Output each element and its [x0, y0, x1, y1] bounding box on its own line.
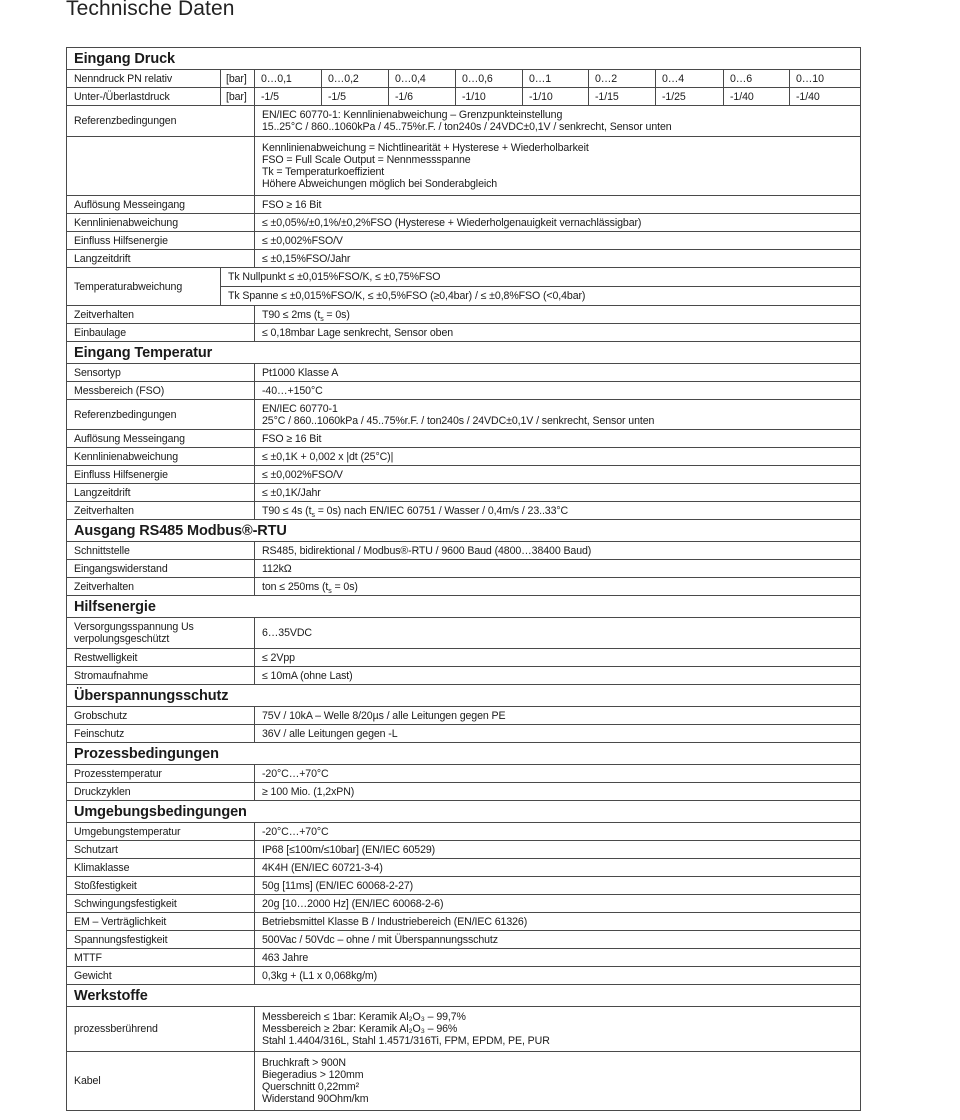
row-value — [255, 877, 861, 895]
range-value-cell: -1/40 — [790, 88, 861, 106]
section-heading: Überspannungsschutz — [67, 685, 861, 707]
spec-row — [67, 502, 861, 520]
row-label — [67, 649, 255, 667]
row-label-text: Gewicht — [74, 969, 112, 982]
range-value-cell: -1/5 — [255, 88, 322, 106]
spec-table — [66, 47, 861, 1111]
value-line: Widerstand 90Ohm/km — [262, 1093, 369, 1105]
row-value — [255, 1007, 861, 1052]
row-value — [255, 364, 861, 382]
row-label-text: Prozesstemperatur — [74, 767, 162, 780]
range-value-cell: -1/5 — [322, 88, 389, 106]
value-line: 463 Jahre — [262, 951, 309, 964]
row-value — [255, 466, 861, 484]
value-line: 75V / 10kA – Welle 8/20µs / alle Leitungen gegen PE — [262, 709, 506, 722]
range-value-cell: 0…6 — [724, 70, 790, 88]
section-header-row — [67, 342, 861, 364]
section-header-row — [67, 985, 861, 1007]
row-label — [67, 667, 255, 685]
spec-row — [67, 841, 861, 859]
value-line: 15..25°C / 860..1060kPa / 45..75%r.F. / ton240s / 24VDC±0,1V / senkrecht, Sensor unten — [262, 121, 672, 133]
spec-row — [67, 196, 861, 214]
value-line: FSO = Full Scale Output = Nennmessspanne — [262, 154, 471, 166]
section-header-row — [67, 743, 861, 765]
row-label-text: Feinschutz — [74, 727, 125, 740]
row-label-text: Klimaklasse — [74, 861, 130, 874]
spec-row — [67, 913, 861, 931]
row-value — [255, 725, 861, 743]
row-label: Temperaturabweichung — [67, 268, 221, 306]
row-label — [67, 502, 255, 520]
value-line: 36V / alle Leitungen gegen -L — [262, 727, 398, 740]
row-label — [67, 106, 255, 137]
spec-row — [67, 306, 861, 324]
row-value — [255, 196, 861, 214]
row-label-text: Zeitverhalten — [74, 308, 134, 321]
value-line: EN/IEC 60770-1: Kennlinienabweichung – Grenzpunkteinstellung — [262, 109, 563, 121]
row-value — [255, 667, 861, 685]
row-value — [255, 578, 861, 596]
range-value-cell: 0…4 — [656, 70, 724, 88]
row-label — [67, 324, 255, 342]
value-line: Biegeradius > 120mm — [262, 1069, 364, 1081]
section-header-row — [67, 685, 861, 707]
value-text: T90 ≤ 4s (t — [262, 504, 312, 517]
value-line: -20°C…+70°C — [262, 825, 329, 838]
value-line: EN/IEC 60770-1 — [262, 402, 338, 415]
row-value — [255, 949, 861, 967]
row-label-text: Grobschutz — [74, 709, 128, 722]
spec-row — [67, 859, 861, 877]
spec-row — [67, 783, 861, 801]
unit-cell: [bar] — [221, 70, 255, 88]
row-label-text: Restwelligkeit — [74, 651, 138, 664]
section-heading: Eingang Temperatur — [67, 342, 861, 364]
value-subscript: s — [311, 511, 315, 519]
row-label-text: Einfluss Hilfsenergie — [74, 234, 168, 247]
row-value — [255, 895, 861, 913]
row-label — [67, 841, 255, 859]
row-label-text: prozessberührend — [74, 1023, 158, 1035]
value-line: 20g [10…2000 Hz] (EN/IEC 60068-2-6) — [262, 897, 444, 910]
row-value — [255, 618, 861, 649]
spec-row — [67, 250, 861, 268]
row-label — [67, 877, 255, 895]
row-value — [255, 382, 861, 400]
value-line: ≤ ±0,1K/Jahr — [262, 486, 321, 499]
value-line: 6…35VDC — [262, 627, 312, 639]
range-value-cell: -1/6 — [389, 88, 456, 106]
row-label — [67, 859, 255, 877]
spec-row — [67, 707, 861, 725]
row-label: Unter-/Überlastdruck — [67, 88, 221, 106]
row-label-text: Eingangswiderstand — [74, 562, 168, 575]
section-header-row — [67, 520, 861, 542]
row-value — [255, 560, 861, 578]
value-line: Höhere Abweichungen möglich bei Sonderabgleich — [262, 178, 498, 190]
row-label — [67, 725, 255, 743]
spec-row — [67, 967, 861, 985]
row-value — [255, 783, 861, 801]
spec-row — [67, 823, 861, 841]
unit-cell: [bar] — [221, 88, 255, 106]
row-label — [67, 400, 255, 430]
row-value — [255, 931, 861, 949]
value-line: 50g [11ms] (EN/IEC 60068-2-27) — [262, 879, 414, 892]
spec-row — [67, 214, 861, 232]
row-label-text: Langzeitdrift — [74, 486, 131, 499]
range-value-cell: -1/10 — [456, 88, 523, 106]
row-label-text: Schnittstelle — [74, 544, 130, 557]
spec-row — [67, 430, 861, 448]
value-text: T90 ≤ 2ms (t — [262, 308, 321, 321]
row-label — [67, 967, 255, 985]
row-value — [255, 232, 861, 250]
row-label — [67, 542, 255, 560]
row-value — [255, 400, 861, 430]
row-label — [67, 250, 255, 268]
value-line: Querschnitt 0,22mm² — [262, 1081, 360, 1093]
spec-row — [67, 542, 861, 560]
range-value-cell: -1/15 — [589, 88, 656, 106]
spec-row — [67, 466, 861, 484]
value-line: 112kΩ — [262, 562, 292, 575]
value-line: 500Vac / 50Vdc – ohne / mit Überspannungsschutz — [262, 933, 498, 946]
value-line: IP68 [≤100m/≤10bar] (EN/IEC 60529) — [262, 843, 436, 856]
value-line: -40…+150°C — [262, 384, 323, 397]
value-line: ≤ 2Vpp — [262, 651, 295, 664]
spec-row — [67, 725, 861, 743]
spec-row — [67, 949, 861, 967]
spec-row — [67, 137, 861, 196]
value-line: ≤ ±0,1K + 0,002 x |dt (25°C)| — [262, 450, 394, 463]
row-label-text: Einfluss Hilfsenergie — [74, 468, 168, 481]
row-label — [67, 560, 255, 578]
row-label: Nenndruck PN relativ — [67, 70, 221, 88]
value-line: ≤ 0,18mbar Lage senkrecht, Sensor oben — [262, 326, 454, 339]
nominal-pressure-row — [67, 70, 861, 88]
row-value — [255, 306, 861, 324]
row-label-text: Stromaufnahme — [74, 669, 149, 682]
spec-row — [67, 578, 861, 596]
value-text: = 0s) nach EN/IEC 60751 / Wasser / 0,4m/s / 23..33°C — [314, 504, 569, 517]
row-value — [255, 1052, 861, 1111]
section-header-row — [67, 48, 861, 70]
row-value — [255, 913, 861, 931]
row-label — [67, 707, 255, 725]
page-title: Technische Daten — [66, 0, 235, 20]
row-label — [67, 823, 255, 841]
row-value — [255, 841, 861, 859]
value-line: Bruchkraft > 900N — [262, 1057, 346, 1069]
value-line: ≤ ±0,002%FSO/V — [262, 468, 343, 481]
row-label — [67, 484, 255, 502]
range-value-cell: 0…0,1 — [255, 70, 322, 88]
range-value-cell: -1/25 — [656, 88, 724, 106]
row-label — [67, 364, 255, 382]
range-value-cell: 0…10 — [790, 70, 861, 88]
spec-row — [67, 364, 861, 382]
row-value — [255, 448, 861, 466]
row-value — [255, 214, 861, 232]
row-value — [255, 502, 861, 520]
spec-row — [67, 895, 861, 913]
row-label-text: Sensortyp — [74, 366, 121, 379]
value-text: ton ≤ 250ms (t — [262, 580, 329, 593]
value-line: ≤ ±0,15%FSO/Jahr — [262, 252, 351, 265]
spec-row — [67, 484, 861, 502]
value-line: Pt1000 Klasse A — [262, 366, 339, 379]
row-label-text: EM – Verträglichkeit — [74, 915, 167, 928]
row-value — [255, 137, 861, 196]
section-heading: Prozessbedingungen — [67, 743, 861, 765]
spec-row — [67, 667, 861, 685]
row-value — [255, 542, 861, 560]
value-line: Stahl 1.4404/316L, Stahl 1.4571/316Ti, FPM, EPDM, PE, PUR — [262, 1035, 550, 1047]
row-label — [67, 306, 255, 324]
row-label-text: MTTF — [74, 951, 102, 964]
row-label — [67, 382, 255, 400]
row-label — [67, 196, 255, 214]
section-header-row — [67, 596, 861, 618]
value-line: Tk = Temperaturkoeffizient — [262, 166, 385, 178]
value-line: ≤ ±0,05%/±0,1%/±0,2%FSO (Hysterese + Wiederholgenauigkeit vernachlässigbar) — [262, 216, 642, 229]
value-line: ≥ 100 Mio. (1,2xPN) — [262, 785, 355, 798]
row-value — [255, 430, 861, 448]
row-value — [255, 859, 861, 877]
value-line: Messbereich ≥ 2bar: Keramik Al₂O₃ – 96% — [262, 1023, 458, 1035]
row-label — [67, 913, 255, 931]
row-label-text: Stoßfestigkeit — [74, 879, 137, 892]
spec-row — [67, 324, 861, 342]
row-value — [255, 967, 861, 985]
range-value-cell: -1/40 — [724, 88, 790, 106]
spec-row — [67, 268, 861, 287]
value-line: FSO ≥ 16 Bit — [262, 198, 322, 211]
value-subscript: s — [320, 315, 324, 323]
row-label — [67, 783, 255, 801]
row-label-text: Versorgungsspannung Us verpolungsgeschützt — [74, 621, 194, 645]
row-label-text: Kennlinienabweichung — [74, 450, 179, 463]
overload-pressure-row — [67, 88, 861, 106]
row-label — [67, 618, 255, 649]
row-label-text: Spannungsfestigkeit — [74, 933, 168, 946]
spec-row — [67, 382, 861, 400]
range-value-cell: 0…1 — [523, 70, 589, 88]
spec-row — [67, 232, 861, 250]
value-text: = 0s) — [331, 580, 358, 593]
spec-row — [67, 560, 861, 578]
row-label-text: Umgebungstemperatur — [74, 825, 181, 838]
range-value-cell: 0…0,4 — [389, 70, 456, 88]
spec-row — [67, 877, 861, 895]
row-label — [67, 137, 255, 196]
row-label-text: Referenzbedingungen — [74, 408, 177, 421]
row-label-text: Einbaulage — [74, 326, 127, 339]
row-label — [67, 949, 255, 967]
value-line: RS485, bidirektional / Modbus®-RTU / 9600 Baud (4800…38400 Baud) — [262, 544, 592, 557]
row-label — [67, 1007, 255, 1052]
row-value — [255, 649, 861, 667]
row-label-text: Schutzart — [74, 843, 118, 856]
spec-row — [67, 618, 861, 649]
value-line: ≤ ±0,002%FSO/V — [262, 234, 343, 247]
row-label — [67, 430, 255, 448]
row-label — [67, 895, 255, 913]
row-label-text: Druckzyklen — [74, 785, 131, 798]
row-label-text: Auflösung Messeingang — [74, 198, 185, 211]
spec-row — [67, 106, 861, 137]
range-value-cell: 0…2 — [589, 70, 656, 88]
row-label — [67, 466, 255, 484]
row-label-text: Zeitverhalten — [74, 580, 134, 593]
range-value-cell: 0…0,2 — [322, 70, 389, 88]
value-line: Kennlinienabweichung = Nichtlinearität + Hysterese + Wiederholbarkeit — [262, 142, 589, 154]
value-line: FSO ≥ 16 Bit — [262, 432, 322, 445]
row-value — [255, 250, 861, 268]
row-label-text: Messbereich (FSO) — [74, 384, 165, 397]
value-line: Betriebsmittel Klasse B / Industriebereich (EN/IEC 61326) — [262, 915, 528, 928]
row-value: Tk Spanne ≤ ±0,015%FSO/K, ≤ ±0,5%FSO (≥0,4bar) / ≤ ±0,8%FSO (<0,4bar) — [221, 287, 861, 306]
range-value-cell: 0…0,6 — [456, 70, 523, 88]
section-heading: Werkstoffe — [67, 985, 861, 1007]
value-line: 0,3kg + (L1 x 0,068kg/m) — [262, 969, 378, 982]
row-label — [67, 765, 255, 783]
spec-row — [67, 931, 861, 949]
row-value — [255, 106, 861, 137]
section-heading: Eingang Druck — [67, 48, 861, 70]
row-label — [67, 1052, 255, 1111]
row-value — [255, 707, 861, 725]
value-line: -20°C…+70°C — [262, 767, 329, 780]
row-label — [67, 214, 255, 232]
range-value-cell: -1/10 — [523, 88, 589, 106]
section-heading: Umgebungsbedingungen — [67, 801, 861, 823]
row-label-text: Kennlinienabweichung — [74, 216, 179, 229]
row-value: Tk Nullpunkt ≤ ±0,015%FSO/K, ≤ ±0,75%FSO — [221, 268, 861, 287]
spec-row — [67, 400, 861, 430]
row-label — [67, 232, 255, 250]
section-header-row — [67, 801, 861, 823]
spec-row — [67, 1052, 861, 1111]
spec-row — [67, 448, 861, 466]
spec-row — [67, 1007, 861, 1052]
row-label-text: Kabel — [74, 1075, 101, 1087]
row-label-text: Auflösung Messeingang — [74, 432, 185, 445]
section-heading: Ausgang RS485 Modbus®-RTU — [67, 520, 861, 542]
row-label-text: Schwingungsfestigkeit — [74, 897, 177, 910]
spec-row — [67, 765, 861, 783]
row-value — [255, 823, 861, 841]
value-line: 25°C / 860..1060kPa / 45..75%r.F. / ton240s / 24VDC±0,1V / senkrecht, Sensor unten — [262, 414, 655, 427]
row-label-text: Langzeitdrift — [74, 252, 131, 265]
row-value — [255, 765, 861, 783]
value-line: 4K4H (EN/IEC 60721-3-4) — [262, 861, 383, 874]
value-subscript: s — [328, 587, 332, 595]
row-label — [67, 448, 255, 466]
row-label-text: Referenzbedingungen — [74, 115, 177, 127]
spec-row — [67, 649, 861, 667]
row-label — [67, 931, 255, 949]
value-line: ≤ 10mA (ohne Last) — [262, 669, 353, 682]
row-value — [255, 324, 861, 342]
value-line: Messbereich ≤ 1bar: Keramik Al₂O₃ – 99,7% — [262, 1011, 466, 1023]
row-label — [67, 578, 255, 596]
row-label-text: Zeitverhalten — [74, 504, 134, 517]
row-value — [255, 484, 861, 502]
section-heading: Hilfsenergie — [67, 596, 861, 618]
value-text: = 0s) — [323, 308, 350, 321]
